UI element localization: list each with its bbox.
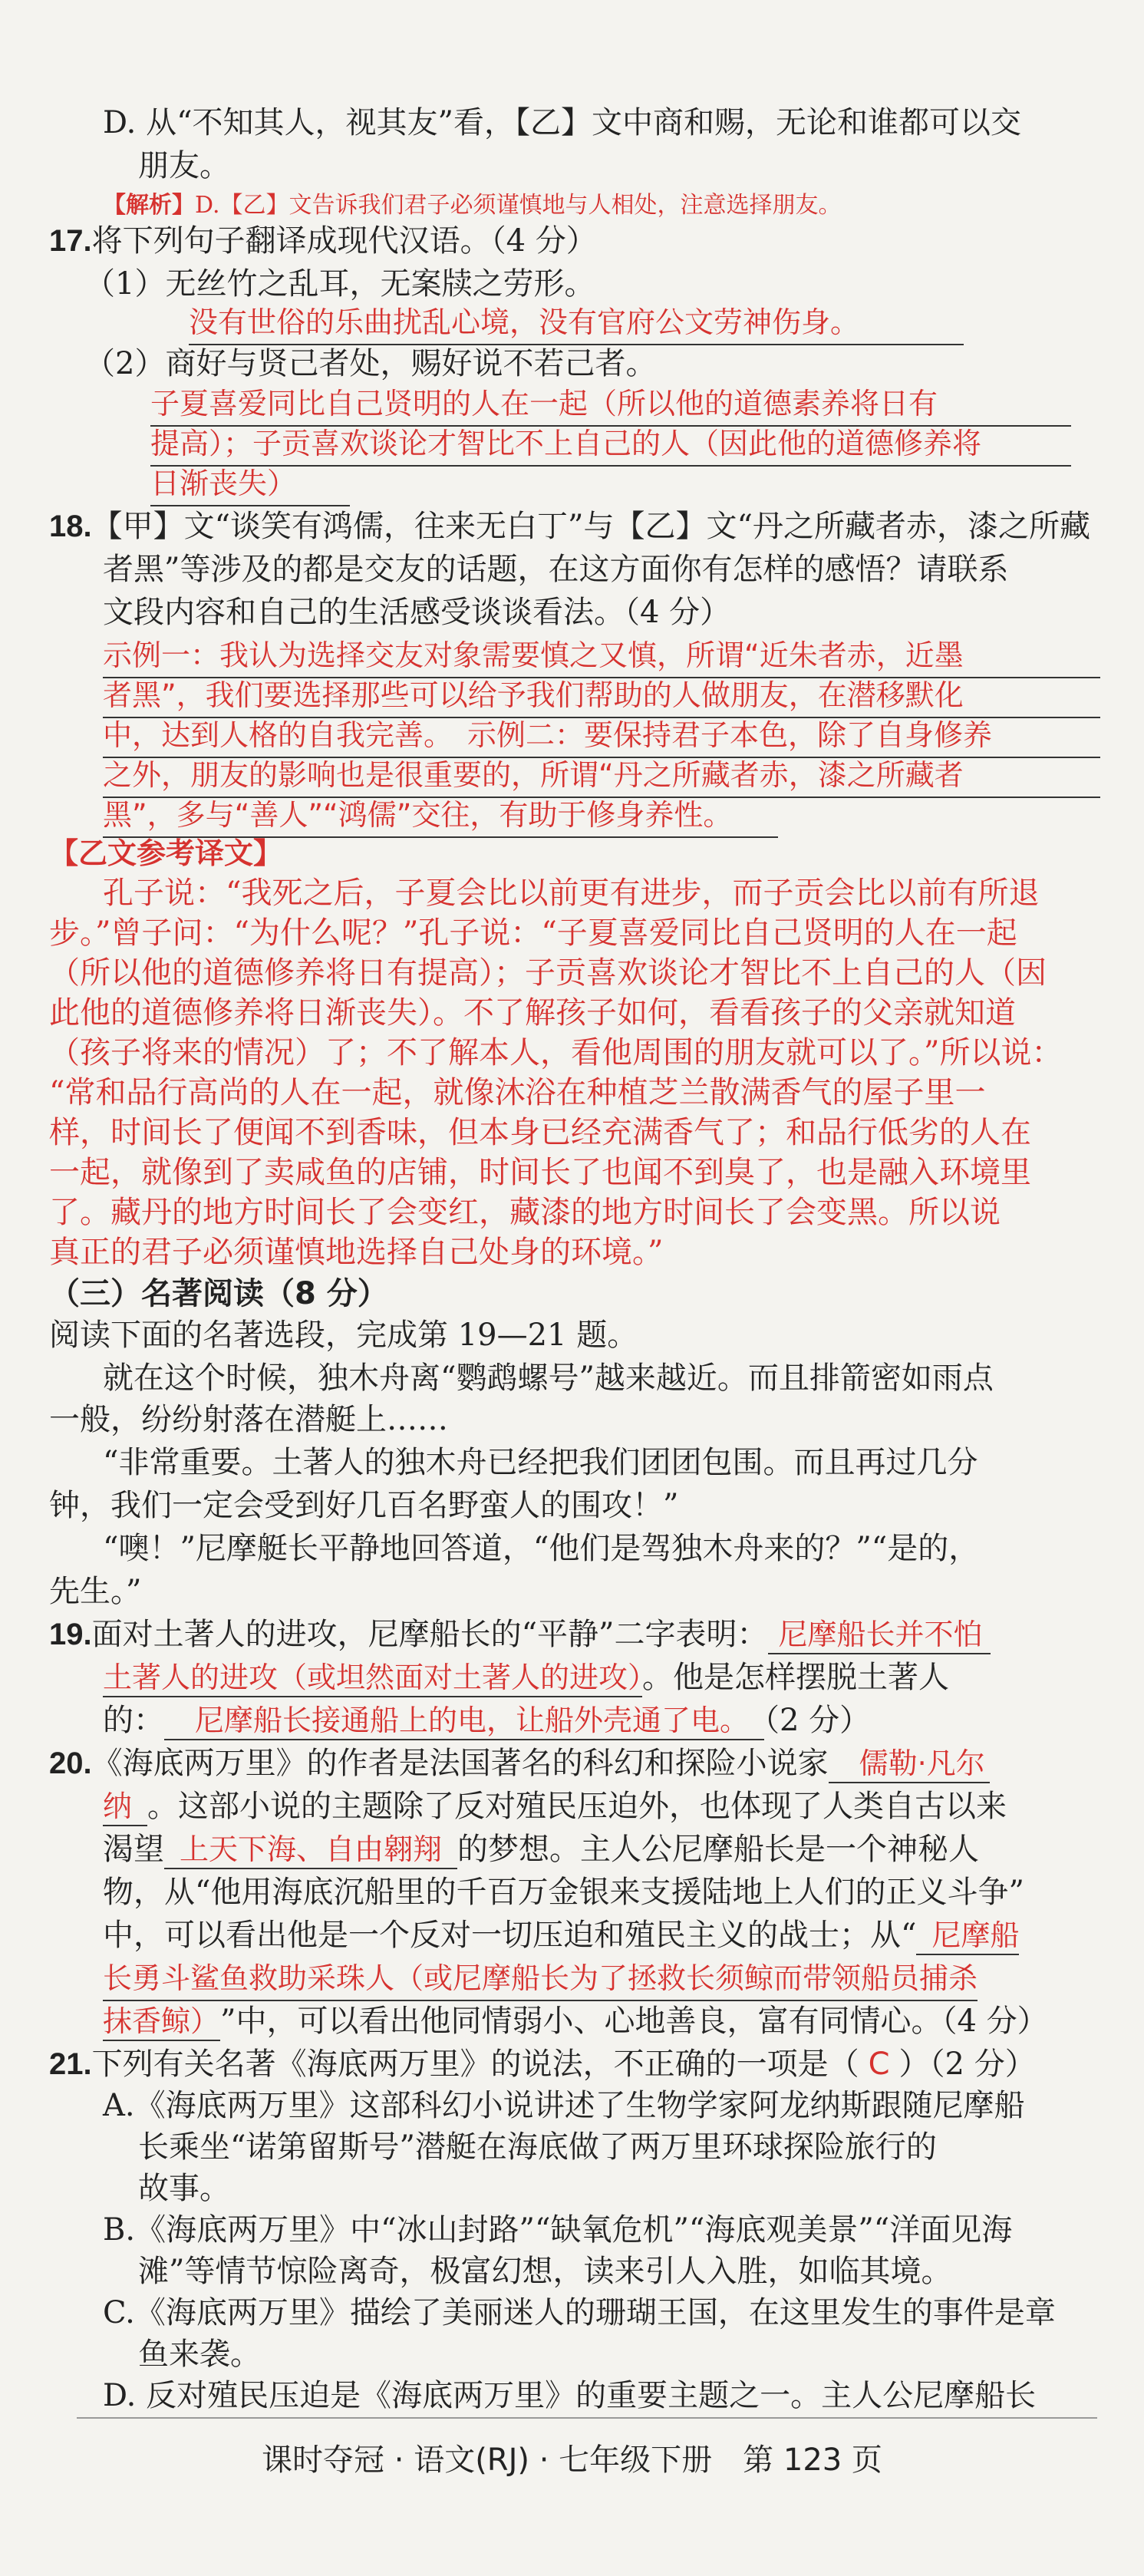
- translation-line10: 真正的君子必须谨慎地选择自己处身的环境。”: [49, 1235, 664, 1270]
- excerpt-p1-line1: 就在这个时候，独木舟离“鹦鹉螺号”越来越近。而且排箭密如雨点: [103, 1361, 994, 1396]
- q20-answer-2: 纳: [103, 1789, 147, 1826]
- q19-line1: [49, 1615, 991, 1654]
- q18-answer-line1: 示例一：我认为选择交友对象需要慎之又慎，所谓“近朱者赤，近墨: [103, 635, 1100, 678]
- q20-line1: [49, 1743, 990, 1783]
- q20-text-6: 中，可以看出他是一个反对一切压迫和殖民主义的战士；从“: [103, 1918, 917, 1953]
- q20-line2: [103, 1786, 1007, 1826]
- footer-divider: [77, 2417, 1097, 2419]
- q18-text-1: 【甲】文“谈笑有鸿儒，往来无白丁”与【乙】文“丹之所藏者赤，漆之所藏: [91, 509, 1090, 544]
- q21-number: 21.: [49, 2047, 92, 2081]
- q17-sentence-2: （2）商好与贤己者处，赐好说不若己者。: [84, 346, 657, 381]
- q17-answer-2-line3: 日渐丧失）: [150, 463, 350, 506]
- q18-prompt-line3: 文段内容和自己的生活感受谈谈看法。（4 分）: [103, 595, 731, 630]
- q20-number: 20.: [49, 1746, 92, 1780]
- q21-option-d-line1: D. 反对殖民压迫是《海底两万里》的重要主题之一。主人公尼摩船长: [103, 2378, 1037, 2413]
- q19-line3: [103, 1700, 870, 1740]
- analysis-tag: 【解析】: [103, 192, 195, 219]
- q20-line3: [103, 1829, 979, 1869]
- q20-answer-6: 抹香鲸）: [103, 2004, 220, 2041]
- q17-text: 将下列句子翻译成现代汉语。（4 分）: [91, 223, 597, 259]
- section3-heading: （三）名著阅读（8 分）: [49, 1276, 388, 1311]
- q21-option-a-line3: 故事。: [138, 2171, 230, 2206]
- analysis-text: D.【乙】文告诉我们君子必须谨慎地与人相处，注意选择朋友。: [195, 192, 842, 219]
- q17-answer-1: 没有世俗的乐曲扰乱心境，没有官府公文劳神伤身。: [189, 302, 964, 345]
- q18-prompt-line2: 者黑”等涉及的都是交友的话题，在这方面你有怎样的感悟？请联系: [103, 552, 1009, 587]
- translation-line7: 样，时间长了便闻不到香味，但本身已经充满香气了；和品行低劣的人在: [49, 1115, 1031, 1150]
- translation-heading: 【乙文参考译文】: [49, 836, 283, 870]
- excerpt-p3-line2: 先生。”: [49, 1574, 142, 1609]
- q20-answer-5: 长勇斗鲨鱼救助采珠人（或尼摩船长为了拯救长须鲸而带领船员捕杀: [103, 1958, 978, 2001]
- q17-title: [49, 221, 597, 261]
- q21-option-c-line2: 鱼来袭。: [138, 2337, 261, 2372]
- q18-prompt-line1: [49, 506, 1090, 546]
- q20-line7: [103, 2001, 1048, 2041]
- translation-line1: 孔子说：“我死之后，子夏会比以前更有进步，而子贡会比以前有所退: [103, 876, 1040, 911]
- translation-line5: （孩子将来的情况）了；不了解本人，看他周围的朋友就可以了。”所以说：: [49, 1035, 1063, 1070]
- q19-text-3: 的：: [103, 1703, 164, 1738]
- q21-text-2: ）（2 分）: [898, 2047, 1036, 2082]
- q20-answer-1: 儒勒·凡尔: [829, 1746, 990, 1783]
- page-footer: 课时夺冠 · 语文(RJ) · 七年级下册 第 123 页: [262, 2442, 882, 2478]
- q21-option-b-line2: 滩”等情节惊险离奇，极富幻想，读来引人入胜，如临其境。: [138, 2254, 952, 2289]
- q21-option-a-line2: 长乘坐“诺第留斯号”潜艇在海底做了两万里环球探险旅行的: [138, 2129, 937, 2165]
- q20-answer-4: 尼摩船: [916, 1918, 1019, 1955]
- q19-points: （2 分）: [764, 1703, 871, 1738]
- q19-text-2: 。他是怎样摆脱土著人: [642, 1660, 950, 1695]
- translation-line3: （所以他的道德修养将日有提高）；子贡喜欢谈论才智比不上自己的人（因: [49, 955, 1047, 991]
- q16-analysis: [103, 190, 842, 221]
- q18-answer-line4: 之外，朋友的影响也是很重要的，所谓“丹之所藏者赤，漆之所藏者: [103, 755, 1100, 798]
- q21-text-1: 下列有关名著《海底两万里》的说法，不正确的一项是（: [91, 2047, 859, 2082]
- q19-answer-2: 土著人的进攻（或坦然面对土著人的进攻）: [103, 1661, 642, 1697]
- q20-answer-3: 上天下海、自由翱翔: [164, 1832, 457, 1869]
- q21-line1: [49, 2044, 1036, 2084]
- excerpt-p1-line2: 一般，纷纷射落在潜艇上……: [49, 1402, 448, 1437]
- q17-sentence-1: （1）无丝竹之乱耳，无案牍之劳形。: [84, 266, 595, 302]
- q18-answer-line3: 中，达到人格的自我完善。 示例二：要保持君子本色，除了自身修养: [103, 715, 1100, 758]
- q17-answer-2-line2: 提高）；子贡喜欢谈论才智比不上自己的人（因此他的道德修养将: [150, 424, 1071, 467]
- q20-text-1: 《海底两万里》的作者是法国著名的科幻和探险小说家: [91, 1746, 829, 1781]
- q20-text-4: 的梦想。主人公尼摩船长是一个神秘人: [457, 1832, 980, 1867]
- q20-line5: [103, 1915, 1019, 1955]
- q19-text-1: 面对土著人的进攻，尼摩船长的“平静”二字表明：: [91, 1617, 768, 1652]
- q16-option-d-line2: 朋友。: [138, 148, 230, 183]
- excerpt-p2-line2: 钟，我们一定会受到好几百名野蛮人的围攻！”: [49, 1488, 679, 1523]
- q20-text-3: 渴望: [103, 1832, 164, 1867]
- q21-answer: C: [868, 2047, 890, 2082]
- excerpt-p2-line1: “非常重要。土著人的独木舟已经把我们团团包围。而且再过几分: [103, 1445, 978, 1480]
- translation-line9: 了。藏丹的地方时间长了会变红，藏漆的地方时间长了会变黑。所以说: [49, 1195, 1001, 1230]
- excerpt-p3-line1: “噢！”尼摩艇长平静地回答道，“他们是驾独木舟来的？”“是的，: [103, 1531, 980, 1566]
- q17-answer-2-line1: 子夏喜爱同比自己贤明的人在一起（所以他的道德素养将日有: [150, 384, 1071, 427]
- q18-number: 18.: [49, 510, 92, 543]
- translation-line6: “常和品行高尚的人在一起，就像沐浴在种植芝兰散满香气的屋子里一: [49, 1075, 986, 1110]
- translation-line8: 一起，就像到了卖咸鱼的店铺，时间长了也闻不到臭了，也是融入环境里: [49, 1155, 1031, 1190]
- translation-line2: 步。”曾子问：“为什么呢？”孔子说：“子夏喜爱同比自己贤明的人在一起: [49, 915, 1017, 951]
- q21-option-b-line1: B.《海底两万里》中“冰山封路”“缺氧危机”“海底观美景”“洋面见海: [103, 2212, 1013, 2248]
- q20-line4: 物，从“他用海底沉船里的千百万金银来支援陆地上人们的正义斗争”: [103, 1875, 1024, 1910]
- q20-text-2: 。这部小说的主题除了反对殖民压迫外，也体现了人类自古以来: [147, 1789, 1007, 1824]
- q17-number: 17.: [49, 224, 92, 258]
- q21-option-a-line1: A.《海底两万里》这部科幻小说讲述了生物学家阿龙纳斯跟随尼摩船: [103, 2088, 1025, 2123]
- q16-option-d-line1: D. 从“不知其人，视其友”看，【乙】文中商和赐，无论和谁都可以交: [103, 105, 1021, 140]
- q20-text-7: ”中，可以看出他同情弱小、心地善良，富有同情心。（4 分）: [220, 2004, 1048, 2039]
- q19-number: 19.: [49, 1618, 92, 1651]
- translation-line4: 此他的道德修养将日渐丧失）。不了解孩子如何，看看孩子的父亲就知道: [49, 995, 1016, 1031]
- q18-answer-line5: 黑”，多与“善人”“鸿儒”交往，有助于修身养性。: [103, 795, 778, 838]
- section3-intro: 阅读下面的名著选段，完成第 19—21 题。: [49, 1318, 638, 1353]
- q19-answer-3: 尼摩船长接通船上的电，让船外壳通了电。: [164, 1704, 764, 1740]
- q18-answer-line2: 者黑”，我们要选择那些可以给予我们帮助的人做朋友，在潜移默化: [103, 675, 1100, 718]
- q19-answer-1: 尼摩船长并不怕: [768, 1618, 991, 1654]
- q21-option-c-line1: C.《海底两万里》描绘了美丽迷人的珊瑚王国，在这里发生的事件是章: [103, 2295, 1056, 2330]
- q19-line2: [103, 1657, 949, 1697]
